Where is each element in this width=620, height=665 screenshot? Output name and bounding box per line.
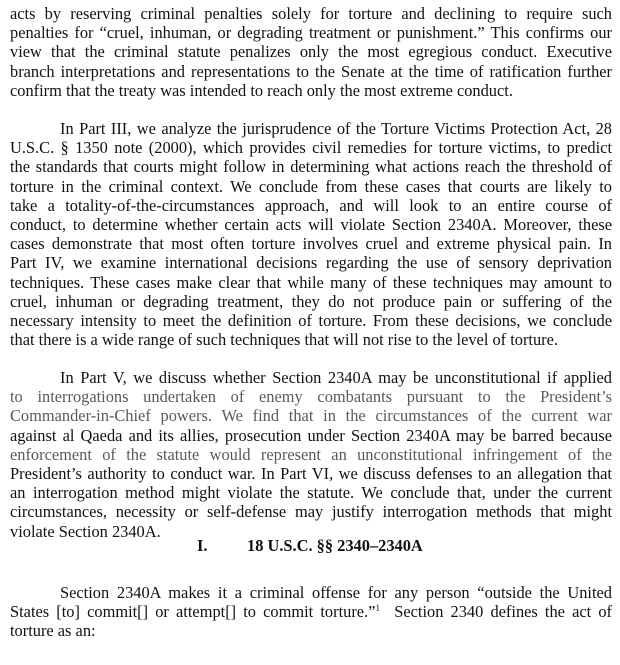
text-line: In Part V, we discuss whether Section 2340A may be unconstitutional if applied: [60, 368, 612, 387]
text-line: Section 2340A makes it a criminal offense for any person “outside the United: [60, 583, 612, 602]
text-line: to interrogations undertaken of enemy combatants pursuant to the President’s: [10, 387, 612, 407]
text-line-with-footnote: [10, 602, 612, 621]
text-line: acts by reserving criminal penalties solely for torture and declining to require such: [10, 4, 612, 23]
footnote-marker[interactable]: 1: [375, 603, 380, 614]
text-line: necessary intensity to meet the definition of torture. From these decisions, we conclude: [10, 310, 612, 330]
text-line: against al Qaeda and its allies, prosecution under Section 2340A may be barred because: [10, 425, 612, 445]
paragraph-section-2340a-definition: [10, 583, 612, 641]
text-line: techniques. These cases make clear that while many of these techniques may amount to: [10, 272, 612, 292]
text-line: the standards that courts might follow in determining what actions reach the threshold of: [10, 157, 612, 177]
paragraph-part-five-six-summary: [10, 368, 612, 541]
text-line: an interrogation method might violate the statute. We conclude that, under the current: [10, 483, 612, 503]
text-line: Commander-in-Chief powers. We find that in the circumstances of the current war: [10, 406, 612, 426]
paragraph-intro-continuation: [10, 4, 612, 100]
text-line: cases demonstrate that most often torture involves cruel and extreme physical pain. In: [10, 234, 612, 254]
text-line: conduct, to determine whether certain acts will violate Section 2340A. Moreover, these: [10, 214, 612, 234]
text-line: U.S.C. § 1350 note (2000), which provides civil remedies for torture victims, to predict: [10, 138, 612, 158]
text-line: violate Section 2340A.: [10, 521, 161, 541]
text-line: torture in the criminal context. We conclude from these cases that courts are likely to: [10, 176, 612, 196]
paragraph-part-three-four-summary: [10, 119, 612, 349]
text-line: take a totality-of-the-circumstances approach, and will look to an entire course of: [10, 195, 612, 215]
text-line: that there is a wide range of such techniques that will not rise to the level of torture.: [10, 330, 559, 350]
text-segment: States [to] commit[] or attempt[] to commit torture.”: [10, 602, 376, 622]
text-line: In Part III, we analyze the jurisprudence of the Torture Victims Protection Act, 28: [60, 119, 612, 138]
text-line: President’s authority to conduct war. In Part VI, we discuss defenses to an allegation that: [10, 463, 612, 483]
text-line: enforcement of the statute would represent an unconstitutional infringement of the: [10, 444, 612, 464]
text-segment: Section 2340 defines the act of: [379, 602, 612, 622]
text-line: confirm that the treaty was intended to reach only the most extreme conduct.: [10, 80, 513, 100]
text-line: penalties for “cruel, inhuman, or degrading treatment or punishment.” This confirms our: [10, 23, 612, 43]
text-line: circumstances, necessity or self-defense may justify interrogation methods that might: [10, 502, 612, 522]
text-line: cruel, inhuman or degrading treatment, they do not produce pain or suffering of the: [10, 291, 612, 311]
section-number: I.: [197, 536, 208, 555]
text-line: view that the criminal statute penalizes only the most egregious conduct. Executive: [10, 42, 612, 62]
text-line: Part IV, we examine international decisions regarding the use of sensory deprivation: [10, 253, 612, 273]
section-title: 18 U.S.C. §§ 2340–2340A: [247, 536, 423, 555]
text-line: branch interpretations and representations to the Senate at the time of ratification further: [10, 61, 612, 81]
text-line: torture as an:: [10, 621, 96, 641]
